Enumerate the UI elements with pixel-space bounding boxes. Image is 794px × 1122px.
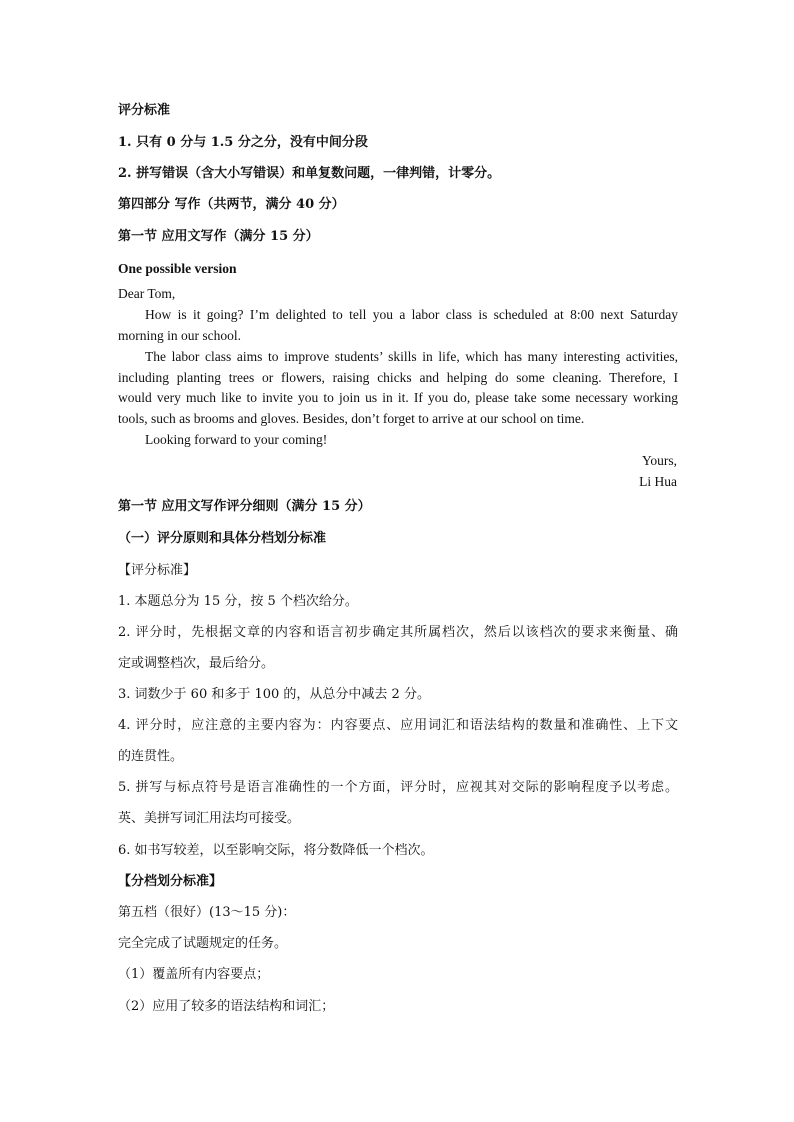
- criteria-item-2-line-2: 定或调整档次，最后给分。: [118, 656, 275, 671]
- letter-paragraph-2-line-4: tools, such as brooms and gloves. Besides, don’t forget to arrive at our school on time.: [118, 411, 585, 426]
- grade-five-description: 完全完成了试题规定的任务。: [118, 936, 288, 951]
- grade-five-title: 第五档（很好）(13～15 分)：: [118, 905, 296, 920]
- criteria-item-6: 6. 如书写较差，以至影响交际，将分数降低一个档次。: [118, 843, 434, 858]
- grade-five-item-1: （1）覆盖所有内容要点；: [118, 967, 270, 982]
- criteria-item-5-line-2: 英、美拼写词汇用法均可接受。: [118, 811, 301, 826]
- grade-standard-header: 【分档划分标准】: [118, 874, 223, 889]
- criteria-item-2-line-1: 2. 评分时，先根据文章的内容和语言初步确定其所属档次，然后以该档次的要求来衡量、确: [118, 625, 678, 640]
- letter-closing-line: Looking forward to your coming!: [145, 432, 328, 447]
- section-one-heading: 第一节 应用文写作（满分 15 分）: [118, 229, 319, 244]
- letter-salutation: Dear Tom,: [118, 286, 176, 301]
- part-four-heading: 第四部分 写作（共两节，满分 40 分）: [118, 197, 345, 212]
- criteria-item-1: 1. 本题总分为 15 分，按 5 个档次给分。: [118, 594, 358, 609]
- letter-paragraph-1-line-2: morning in our school.: [118, 328, 241, 343]
- criteria-item-5-line-1: 5. 拼写与标点符号是语言准确性的一个方面，评分时，应视其对交际的影响程度予以考虑。: [118, 780, 678, 795]
- criteria-title: 第一节 应用文写作评分细则（满分 15 分）: [118, 499, 371, 514]
- letter-paragraph-2-line-3: would very much like to invite you to join us in it. If you do, please take some necessary working: [118, 390, 678, 405]
- criteria-item-3: 3. 词数少于 60 和多于 100 的，从总分中减去 2 分。: [118, 687, 430, 702]
- letter-paragraph-2-line-2: including planting trees or flowers, raising chicks and helping do some cleaning. Therefore, I: [118, 370, 678, 385]
- scoring-rule-2: 2. 拼写错误（含大小写错误）和单复数问题，一律判错，计零分。: [118, 166, 501, 181]
- criteria-item-4-line-1: 4. 评分时，应注意的主要内容为：内容要点、应用词汇和语法结构的数量和准确性、上下文: [118, 718, 678, 733]
- criteria-subtitle: （一）评分原则和具体分档划分标准: [118, 531, 327, 546]
- criteria-bracket-header: 【评分标准】: [118, 563, 197, 578]
- letter-paragraph-1-line-1: How is it going? I’m delighted to tell you a labor class is scheduled at 8:00 next Saturday: [145, 307, 678, 322]
- grade-five-item-2: （2）应用了较多的语法结构和词汇；: [118, 999, 335, 1014]
- scoring-header: 评分标准: [118, 103, 171, 118]
- letter-sign-off: Yours,: [641, 453, 677, 468]
- criteria-item-4-line-2: 的连贯性。: [118, 749, 184, 764]
- scoring-rule-1: 1. 只有 0 分与 1.5 分之分，没有中间分段: [118, 135, 368, 150]
- letter-paragraph-2-line-1: The labor class aims to improve students’ skills in life, which has many interesting activities,: [145, 349, 678, 364]
- letter-signature: Li Hua: [639, 474, 677, 489]
- letter-heading: One possible version: [118, 261, 237, 276]
